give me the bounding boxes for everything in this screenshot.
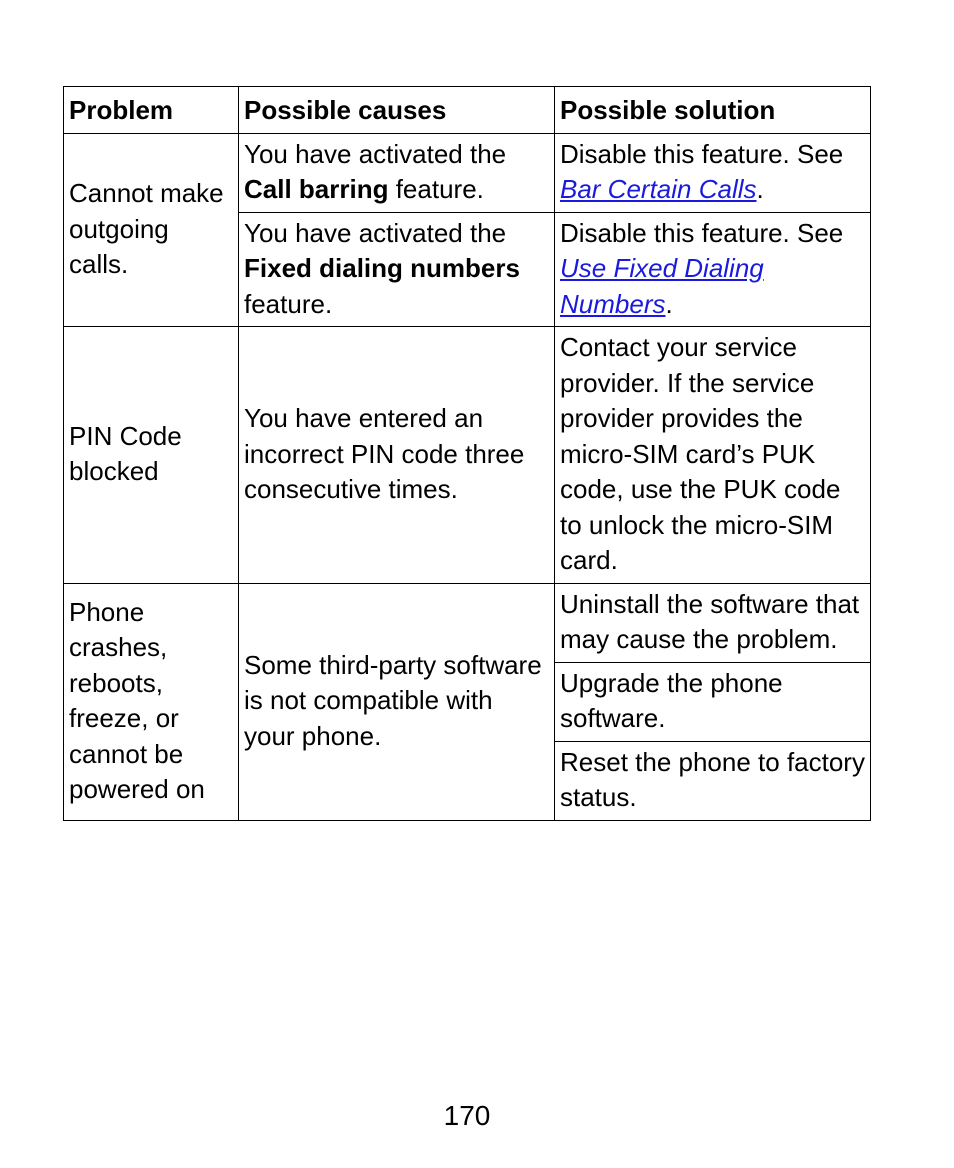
table-row — [64, 133, 871, 212]
cause-text: feature. — [388, 174, 484, 204]
table-header-row — [64, 87, 871, 134]
table-row — [64, 583, 871, 662]
troubleshooting-table — [63, 86, 871, 821]
problem-cell: Cannot make outgoing calls. — [64, 133, 239, 327]
header-problem: Problem — [64, 87, 239, 134]
cause-feature-name: Fixed dialing numbers — [244, 253, 520, 283]
problem-cell: Phone crashes, reboots, freeze, or cannot be powered on — [64, 583, 239, 820]
use-fixed-dialing-numbers-link[interactable]: Use Fixed Dialing Numbers — [560, 253, 764, 319]
solution-text: . — [756, 174, 764, 204]
solution-text: . — [665, 288, 673, 319]
solution-cell: Reset the phone to factory status. — [555, 741, 871, 820]
solution-cell — [555, 133, 871, 212]
solution-cell: Uninstall the software that may cause the problem. — [555, 583, 871, 662]
solution-text: Disable this feature. See — [560, 217, 844, 248]
cause-text: You have activated the — [244, 138, 507, 169]
cause-cell — [239, 212, 555, 327]
header-possible-causes: Possible causes — [239, 87, 555, 134]
solution-text: Disable this feature. See — [560, 138, 844, 169]
problem-cell: PIN Code blocked — [64, 327, 239, 584]
table-row — [64, 327, 871, 584]
solution-cell: Contact your service provider. If the service provider provides the micro-SIM card’s PUK code, use the PUK code to unlock the micro-SIM card. — [555, 327, 871, 584]
header-possible-solution: Possible solution — [555, 87, 871, 134]
cause-cell: Some third-party software is not compatible with your phone. — [239, 583, 555, 820]
solution-cell — [555, 212, 871, 327]
cause-text: You have activated the — [244, 217, 507, 248]
solution-cell: Upgrade the phone software. — [555, 662, 871, 741]
bar-certain-calls-link[interactable]: Bar Certain Calls — [560, 174, 757, 204]
cause-cell: You have entered an incorrect PIN code three consecutive times. — [239, 327, 555, 584]
cause-cell — [239, 133, 555, 212]
cause-feature-name: Call barring — [244, 174, 389, 204]
page-number: 170 — [443, 1100, 491, 1131]
cause-text: feature. — [244, 288, 333, 319]
